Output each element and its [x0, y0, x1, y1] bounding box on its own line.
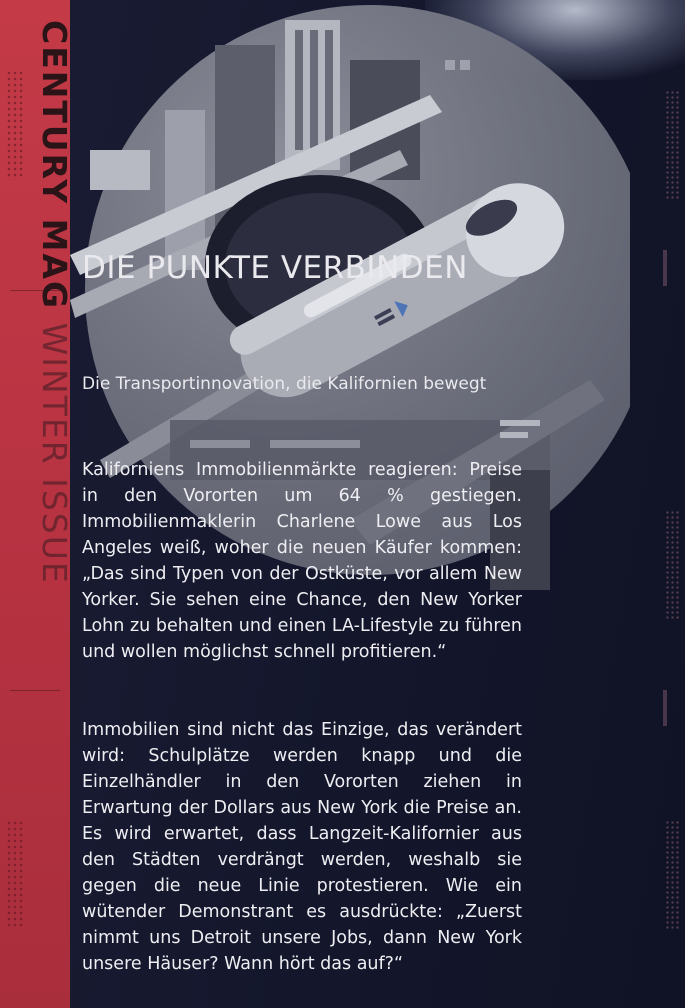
spine-rule — [10, 690, 60, 697]
edge-mark — [663, 250, 667, 286]
masthead-title: CENTURY MAG — [35, 20, 74, 311]
article-title: DIE PUNKTE VERBINDEN — [82, 250, 468, 286]
edge-dot-pattern — [665, 820, 679, 930]
article-paragraph: Kaliforniens Immobilienmärkte reagieren: Preise in den Vororten um 64 % gestiegen. Immobilienmaklerin Charlene Lowe aus Los Angeles weiß, woher die neuen Käufer kommen: „Das sind Typen von der Ostküste, vor allem New Yorker. Sie sehen eine Chance, den New Yorker Lohn zu behalten und einen LA-Lifestyle zu führen und wollen möglichst schnell profitieren.“ — [82, 460, 522, 662]
article-subtitle: Die Transportinnovation, die Kalifornien bewegt — [82, 374, 487, 394]
edge-dot-pattern — [665, 510, 679, 620]
spine-dot-pattern — [6, 820, 24, 930]
masthead-text — [35, 20, 74, 585]
masthead-issue: WINTER ISSUE — [35, 322, 74, 585]
spine-band — [0, 0, 74, 1008]
edge-mark — [663, 690, 667, 726]
article-paragraph: Immobilien sind nicht das Einzige, das verändert wird: Schulplätze werden knapp und die Einzelhändler in den Vororten ziehen in Erwartung der Dollars aus New York die Preise an. Es wird erwartet, dass Langzeit-Kalifornier aus den Städten verdrängt werden, weshalb sie gegen die neue Linie protestieren. Wie ein wütender Demonstrant es ausdrückte: „Zuerst nimmt uns Detroit unsere Jobs, dann New York unsere Häuser? Wann hört das auf?“ — [82, 720, 522, 974]
edge-dot-pattern — [665, 90, 679, 200]
spine-dot-pattern — [6, 70, 24, 180]
